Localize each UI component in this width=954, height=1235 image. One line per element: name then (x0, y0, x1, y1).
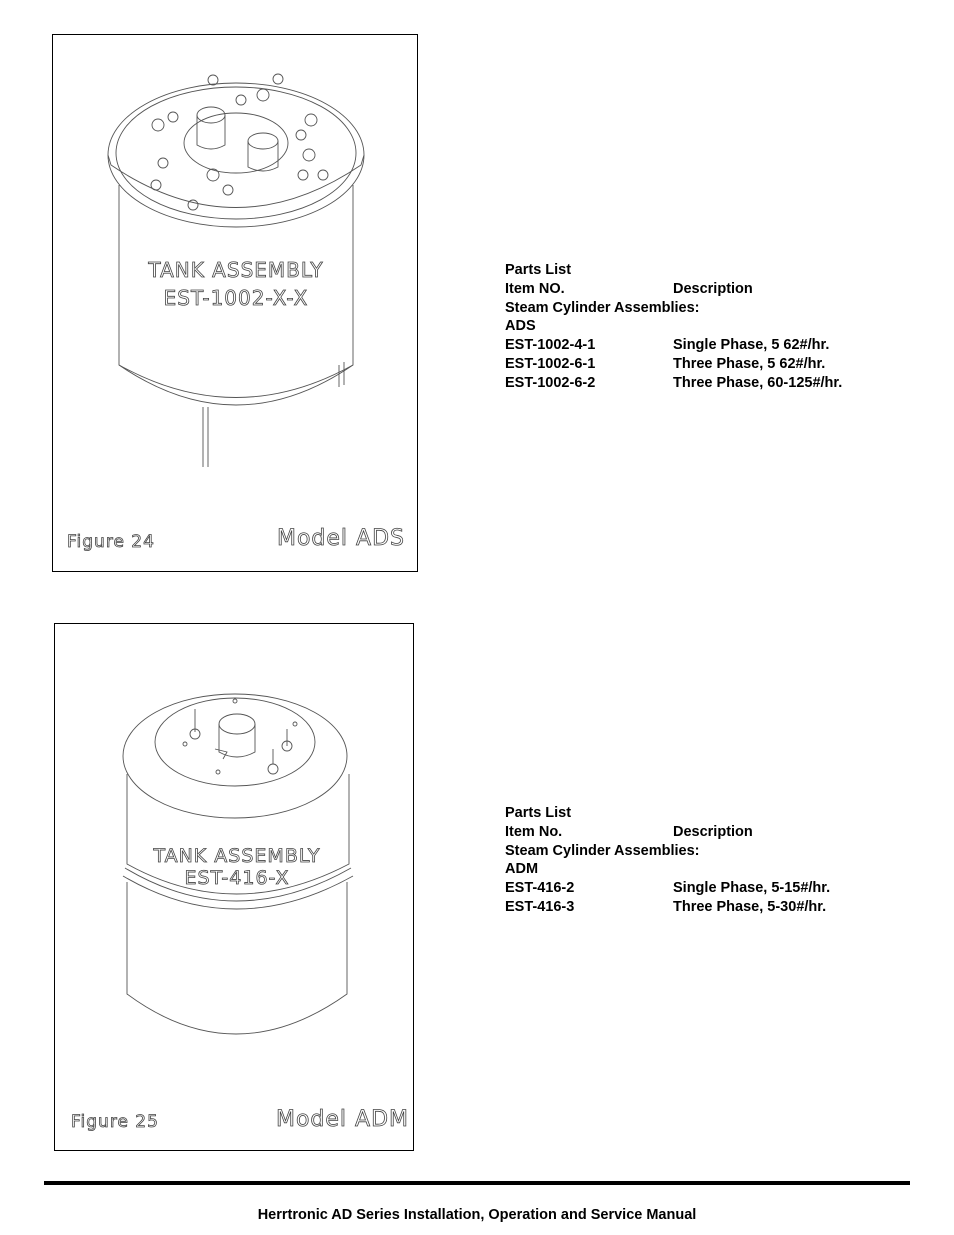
part-number: EST-1002-6-2 (505, 374, 596, 391)
parts-list-model: ADM (505, 861, 539, 878)
parts-list-row (505, 355, 842, 374)
parts-list-section: Steam Cylinder Assemblies: (505, 842, 700, 859)
header-description: Description (673, 280, 753, 297)
figure-label: Figure 25 (71, 1112, 159, 1132)
tank-label-line2: EST-416-X (184, 867, 290, 889)
parts-list-row (505, 374, 842, 393)
header-item: Item NO. (505, 280, 565, 297)
part-number: EST-1002-4-1 (505, 337, 596, 354)
parts-list-row (505, 879, 830, 898)
parts-list-ads (505, 261, 842, 393)
parts-list-title: Parts List (505, 262, 572, 278)
footer-title: Herrtronic AD Series Installation, Operation and Service Manual (257, 1207, 697, 1223)
tank-label-line1: TANK ASSEMBLY (148, 258, 324, 282)
part-number: EST-416-3 (505, 898, 575, 915)
part-description: Single Phase, 5 62#/hr. (673, 337, 830, 354)
footer-divider (44, 1181, 910, 1185)
header-item: Item No. (505, 823, 563, 840)
part-description: Three Phase, 60-125#/hr. (673, 374, 843, 391)
parts-list-title: Parts List (505, 805, 572, 821)
tank-label-line1: TANK ASSEMBLY (153, 845, 321, 867)
figure-label: Figure 24 (67, 532, 155, 552)
figure-25-frame (54, 623, 414, 1151)
part-description: Single Phase, 5-15#/hr. (673, 880, 831, 897)
parts-list-adm (505, 804, 830, 917)
parts-list-row (505, 336, 842, 355)
parts-list-section: Steam Cylinder Assemblies: (505, 299, 700, 316)
figure-24-frame (52, 34, 418, 572)
header-description: Description (673, 823, 753, 840)
part-number: EST-1002-6-1 (505, 355, 596, 372)
part-description: Three Phase, 5-30#/hr. (673, 898, 827, 915)
parts-list-row (505, 898, 830, 917)
model-label: Model ADM (275, 1107, 409, 1132)
model-label: Model ADS (276, 526, 405, 551)
tank-assembly-adm-drawing (55, 624, 415, 1152)
part-description: Three Phase, 5 62#/hr. (673, 355, 826, 372)
parts-list-header (505, 280, 842, 299)
parts-list-header (505, 823, 830, 842)
tank-label-line2: EST-1002-X-X (163, 286, 309, 310)
parts-list-model: ADS (505, 318, 536, 335)
part-number: EST-416-2 (505, 880, 575, 897)
tank-assembly-ads-drawing (53, 35, 419, 573)
